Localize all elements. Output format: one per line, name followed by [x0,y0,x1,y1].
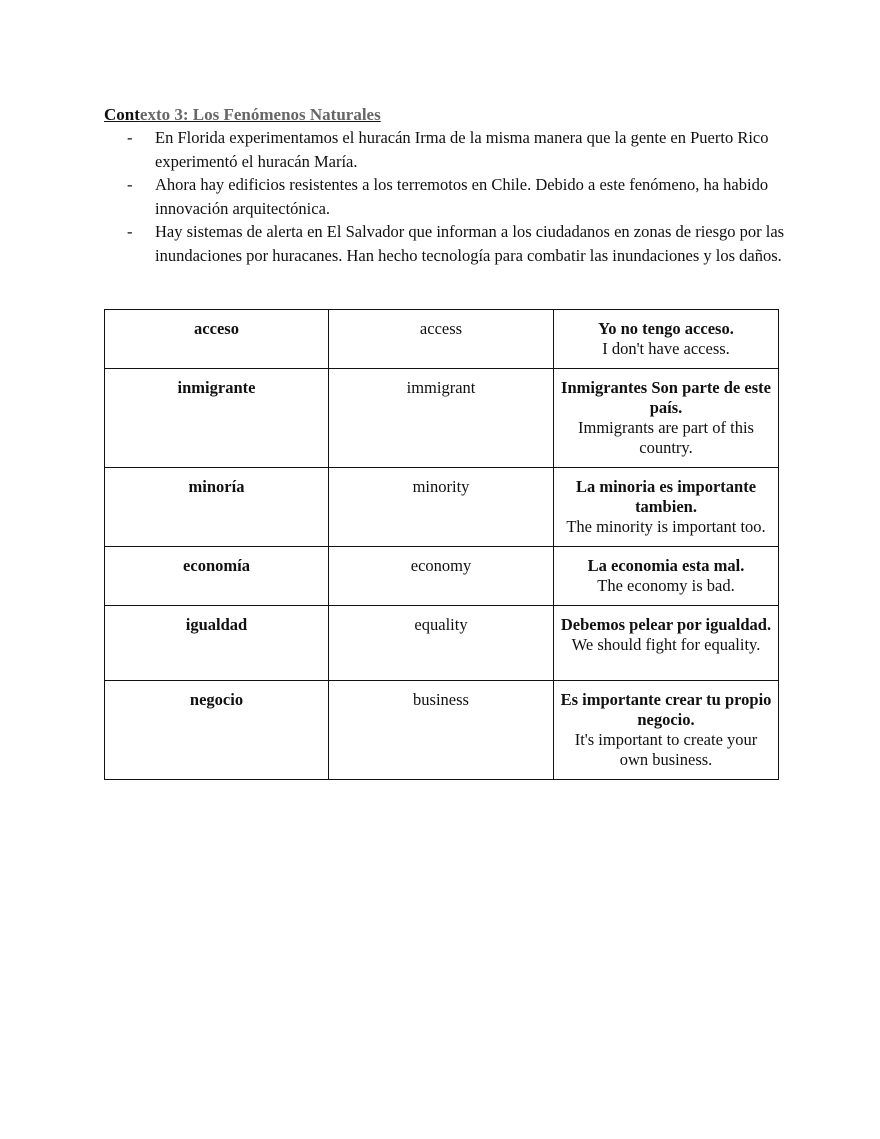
example-cell [554,547,779,606]
example-cell [554,369,779,468]
example-cell [554,468,779,547]
bullet-text: En Florida experimentamos el huracán Irma de la misma manera que la gente en Puerto Rico experimentó el huracán María. [155,128,769,171]
table-row [105,547,779,606]
example-spanish: Debemos pelear por igualdad. [560,615,772,634]
example-english: Immigrants are part of this country. [578,418,754,457]
example-cell [554,681,779,780]
translation-text: economy [410,556,472,575]
translation-text: minority [412,477,470,496]
bullet-item [127,220,787,267]
example-spanish: Yo no tengo acceso. [598,319,734,338]
vocabulary-table [104,309,779,780]
translation-cell [329,547,554,606]
example-spanish: La economia esta mal. [587,556,745,575]
term-cell [105,468,329,547]
term-text: economía [183,556,250,575]
translation-cell [329,310,554,369]
table-row [105,468,779,547]
example-english: It's important to create your own business. [574,730,758,769]
term-cell [105,681,329,780]
heading-rest: exto 3: Los Fenómenos Naturales [139,105,381,124]
example-cell [554,606,779,681]
term-cell [105,369,329,468]
translation-text: access [419,319,463,338]
context-bullet-list [127,126,787,267]
term-cell [105,547,329,606]
term-text: inmigrante [177,378,256,397]
bullet-item [127,173,787,220]
translation-text: equality [414,615,468,634]
translation-cell [329,606,554,681]
table-row [105,681,779,780]
table-row [105,310,779,369]
bullet-dash: - [127,175,133,194]
table-row [105,606,779,681]
term-text: negocio [189,690,244,709]
translation-text: business [413,690,469,709]
term-text: minoría [188,477,245,496]
translation-text: immigrant [406,378,476,397]
term-cell [105,606,329,681]
example-spanish: Inmigrantes Son parte de este país. [561,378,771,417]
heading-lead: Cont [104,105,140,124]
example-spanish: Es importante crear tu propio negocio. [560,690,772,729]
example-english: I don't have access. [602,339,730,358]
bullet-text: Ahora hay edificios resistentes a los terremotos en Chile. Debido a este fenómeno, ha habido innovación arquitectónica. [155,175,769,218]
bullet-dash: - [127,222,133,241]
bullet-dash: - [127,128,133,147]
translation-cell [329,369,554,468]
term-text: acceso [194,319,239,338]
example-english: The minority is important too. [566,517,766,536]
table-row [105,369,779,468]
example-spanish: La minoria es importante tambien. [575,477,757,516]
example-cell [554,310,779,369]
translation-cell [329,681,554,780]
translation-cell [329,468,554,547]
bullet-item [127,126,787,173]
bullet-text: Hay sistemas de alerta en El Salvador que informan a los ciudadanos en zonas de riesgo por las inundaciones por huracanes. Han hecho tecnología para combatir las inundaciones y los daños. [155,222,785,265]
example-english: We should fight for equality. [571,635,761,654]
term-cell [105,310,329,369]
section-heading [104,104,381,126]
term-text: igualdad [185,615,248,634]
example-english: The economy is bad. [597,576,735,595]
